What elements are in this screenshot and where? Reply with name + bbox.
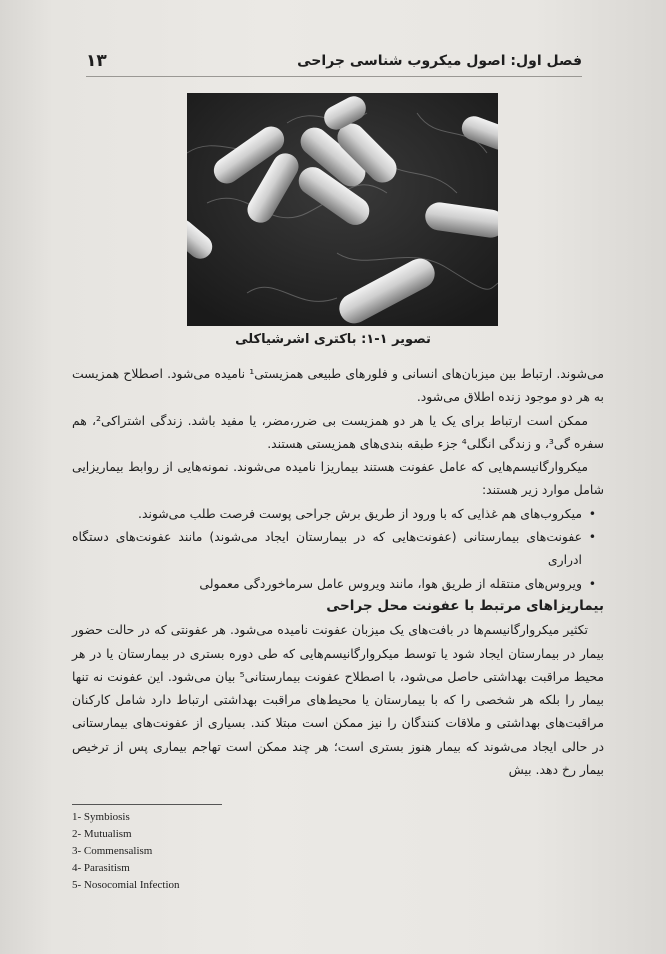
list-item: • ویروس‌های منتقله از طریق هوا، مانند ویروس عامل سرماخوردگی معمولی [72, 572, 582, 595]
e-coli-illustration [187, 93, 498, 326]
chapter-title: فصل اول: اصول میکروب شناسی جراحی [297, 53, 582, 69]
paragraph-relations: ممکن است ارتباط برای یک یا هر دو همزیست بی ضرر،مضر، یا مفید باشد. زندگی اشتراکی²، هم سفره گی³، و زندگی انگلی⁴ جزء طبقه بندی‌های همزیستی هستند. [72, 412, 604, 451]
footnote: 5- Nosocomial Infection [72, 879, 180, 891]
page-number: ۱۳ [86, 51, 107, 71]
footnote-divider [72, 804, 222, 805]
figure-caption: تصویر ۱-۱: باکتری اشرشیاکلی [235, 332, 431, 347]
bacteria-micrograph [187, 93, 498, 326]
paragraph-symbiosis: می‌شوند. ارتباط بین میزبان‌های انسانی و فلورهای طبیعی همزیستی¹ نامیده می‌شود. اصطلاح همزیست به هر دو موجود زنده اطلاق می‌شود. [72, 366, 604, 405]
pathogen-examples-list [72, 502, 604, 595]
footnote: 4- Parasitism [72, 862, 130, 874]
footnote: 2- Mutualism [72, 828, 132, 840]
footnote: 3- Commensalism [72, 845, 153, 857]
list-item: • عفونت‌های بیمارستانی (عفونت‌هایی که در بیمارستان ایجاد می‌شوند) مانند عفونت‌های دستگاه ادراری [72, 525, 582, 572]
paragraph-pathogens: میکروارگانیسم‌هایی که عامل عفونت هستند بیماریزا نامیده می‌شوند. نمونه‌هایی از روابط بیماریزایی شامل موارد زیر هستند: [72, 459, 604, 498]
footnotes [72, 809, 180, 894]
footnote: 1- Symbiosis [72, 811, 130, 823]
paragraph-infection: تکثیر میکروارگانیسم‌ها در بافت‌های یک میزبان عفونت نامیده می‌شود. هر عفونتی که در حالت حضور بیمار در بیمارستان ایجاد شود یا توسط میکروارگانیسم‌هایی که طی دوره بستری در بیمارستان یا در هر محیط مراقبت بهداشتی حاصل می‌شود، با اصطلاح عفونت بیمارستانی⁵ بیان می‌شود. این عفونت نه تنها بیمار را بلکه هر شخصی را که با بیمارستان یا محیط‌های مراقبت بهداشتی ارتباط دارد شامل کارکنان مراقبت‌های بهداشتی و ملاقات کنندگان را نیز ممکن است مبتلا کند. بسیاری از عفونت‌های بیمارستانی در حالی ایجاد می‌شوند که بیمار هنوز بستری است؛ هر چند ممکن است تهاجم بیماری پس از ترخیص بیمار رخ دهد. بیش [72, 622, 604, 778]
page-header [86, 46, 582, 77]
body-text [72, 362, 604, 781]
section-heading: بیماریزاهای مرتبط با عفونت محل جراحی [326, 597, 604, 614]
list-item: • میکروب‌های هم غذایی که با ورود از طریق برش جراحی پوست فرصت طلب می‌شوند. [72, 502, 582, 525]
